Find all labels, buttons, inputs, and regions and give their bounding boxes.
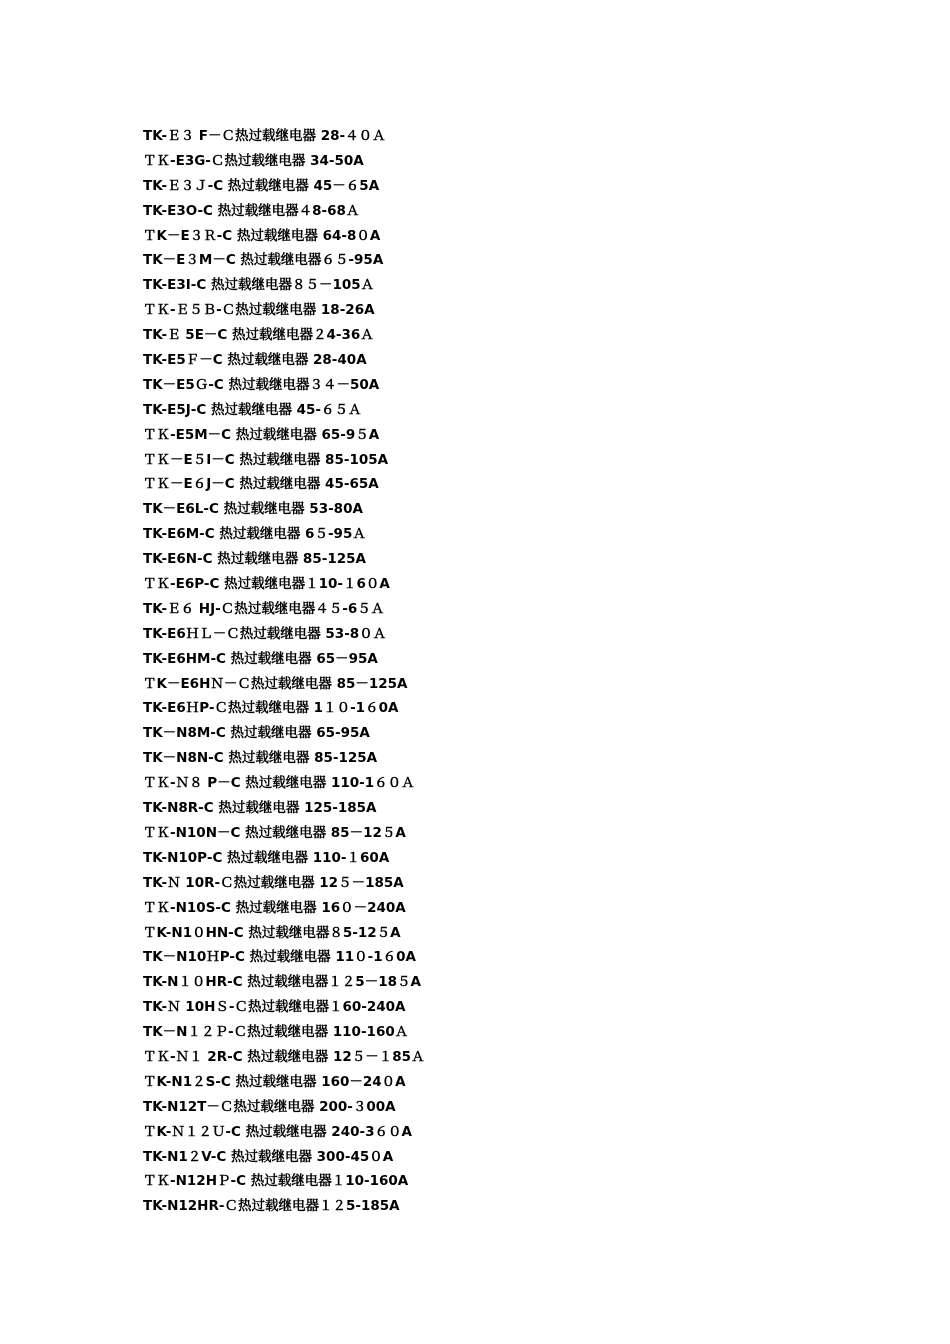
product-line: TK-E6HM-C 热过载继电器 65－95A bbox=[143, 650, 378, 667]
product-line: ＴＫ-Ｎ８ P－C 热过载继电器 110-1６０Ａ bbox=[143, 775, 415, 792]
product-line: TK-Ｎ 10R-Ｃ热过载继电器 12５－185A bbox=[143, 874, 404, 891]
product-line: ＴK-N1２S-C 热过载继电器 160－24０A bbox=[143, 1073, 406, 1090]
product-line: ＴＫ-Ｎ１ 2R-C 热过载继电器 12５－１85Ａ bbox=[143, 1048, 425, 1065]
product-line: TK-N8R-C 热过载继电器 125-185A bbox=[143, 800, 377, 817]
product-line: ＴＫ-Ｅ５Ｂ-Ｃ热过载继电器 18-26A bbox=[143, 302, 375, 319]
product-line: TK－N10ＨP-C 热过载继电器 11０-1６0A bbox=[143, 949, 416, 966]
product-line: TK-Ｅ３Ｊ-C 热过载继电器 45－６5A bbox=[143, 177, 380, 194]
product-line: ＴK-N1０HN-C 热过载继电器８5-12５A bbox=[143, 924, 401, 941]
product-line: TK-E3O-C 热过载继电器４8-68Ａ bbox=[143, 202, 360, 219]
product-line: TK-E6ＨＬ－Ｃ热过载继电器 53-8０Ａ bbox=[143, 625, 387, 642]
product-line: TK－N8N-C 热过载继电器 85-125A bbox=[143, 750, 378, 767]
product-line: TK-Ｅ３ F－Ｃ热过载继电器 28-４０Ａ bbox=[143, 128, 386, 144]
product-list bbox=[143, 124, 425, 1219]
product-line: ＴＫ-N12HＰ-C 热过载继电器１10-160A bbox=[143, 1173, 409, 1190]
product-line: ＴK－E３Ｒ-C 热过载继电器 64-8０A bbox=[143, 227, 381, 244]
product-line: ＴＫ-E5M－C 热过载继电器 65-9５A bbox=[143, 426, 380, 443]
product-line: ＴK－E6HＮ－Ｃ热过载继电器 85－125A bbox=[143, 675, 408, 692]
product-line: TK-N12T－Ｃ热过载继电器 200-３00A bbox=[143, 1098, 396, 1115]
product-line: TK-N10P-C 热过载继电器 110-１60A bbox=[143, 849, 390, 866]
product-line: ＴＫ－E６J－C 热过载继电器 45-65A bbox=[143, 476, 379, 493]
product-line: TK-E5J-C 热过载继电器 45-６５Ａ bbox=[143, 401, 362, 418]
product-line: TK-E6M-C 热过载继电器 6５-95Ａ bbox=[143, 526, 366, 543]
product-line: TK-Ｅ 5E－C 热过载继电器２4-36Ａ bbox=[143, 327, 374, 344]
product-line: TK-E6N-C 热过载继电器 85-125A bbox=[143, 551, 366, 568]
product-line: TK-E6ＨP-Ｃ热过载继电器 1１０-1６0A bbox=[143, 700, 399, 717]
product-line: TK－E5Ｇ-C 热过载继电器３４－50A bbox=[143, 376, 380, 393]
product-line: TK-Ｎ 10HＳ-Ｃ热过载继电器１60-240A bbox=[143, 999, 406, 1016]
product-line: TK-E5Ｆ－C 热过载继电器 28-40A bbox=[143, 352, 367, 369]
product-line: TK－N8M-C 热过载继电器 65-95A bbox=[143, 725, 370, 742]
product-line: ＴＫ-E6P-C 热过载继电器１10-１6０A bbox=[143, 576, 390, 593]
product-line: TK-N12HR-Ｃ热过载继电器１２5-185A bbox=[143, 1198, 400, 1215]
product-line: TK-N1２V-C 热过载继电器 300-45０A bbox=[143, 1148, 394, 1165]
product-line: ＴＫ－E５I－C 热过载继电器 85-105A bbox=[143, 451, 389, 468]
product-line: TK－E３M－C 热过载继电器６５-95A bbox=[143, 252, 384, 269]
product-line: TK-Ｅ６ HJ-Ｃ热过载继电器４５-6５Ａ bbox=[143, 600, 385, 617]
product-line: ＴＫ-N10N－C 热过载继电器 85－12５A bbox=[143, 824, 406, 841]
product-line: ＴＫ-E3G-Ｃ热过载继电器 34-50A bbox=[143, 152, 364, 169]
product-line: ＴK-Ｎ１２Ｕ-C 热过载继电器 240-3６０A bbox=[143, 1123, 412, 1140]
product-line: ＴＫ-N10S-C 热过载继电器 16０－240A bbox=[143, 899, 406, 916]
product-line: TK-N１０HR-C 热过载继电器１２5－18５A bbox=[143, 974, 421, 991]
product-line: TK－E6L-C 热过载继电器 53-80A bbox=[143, 501, 363, 518]
product-line: TK-E3I-C 热过载继电器８５－105Ａ bbox=[143, 277, 375, 294]
product-line: TK－N１２Ｐ-Ｃ热过载继电器 110-160Ａ bbox=[143, 1024, 409, 1041]
